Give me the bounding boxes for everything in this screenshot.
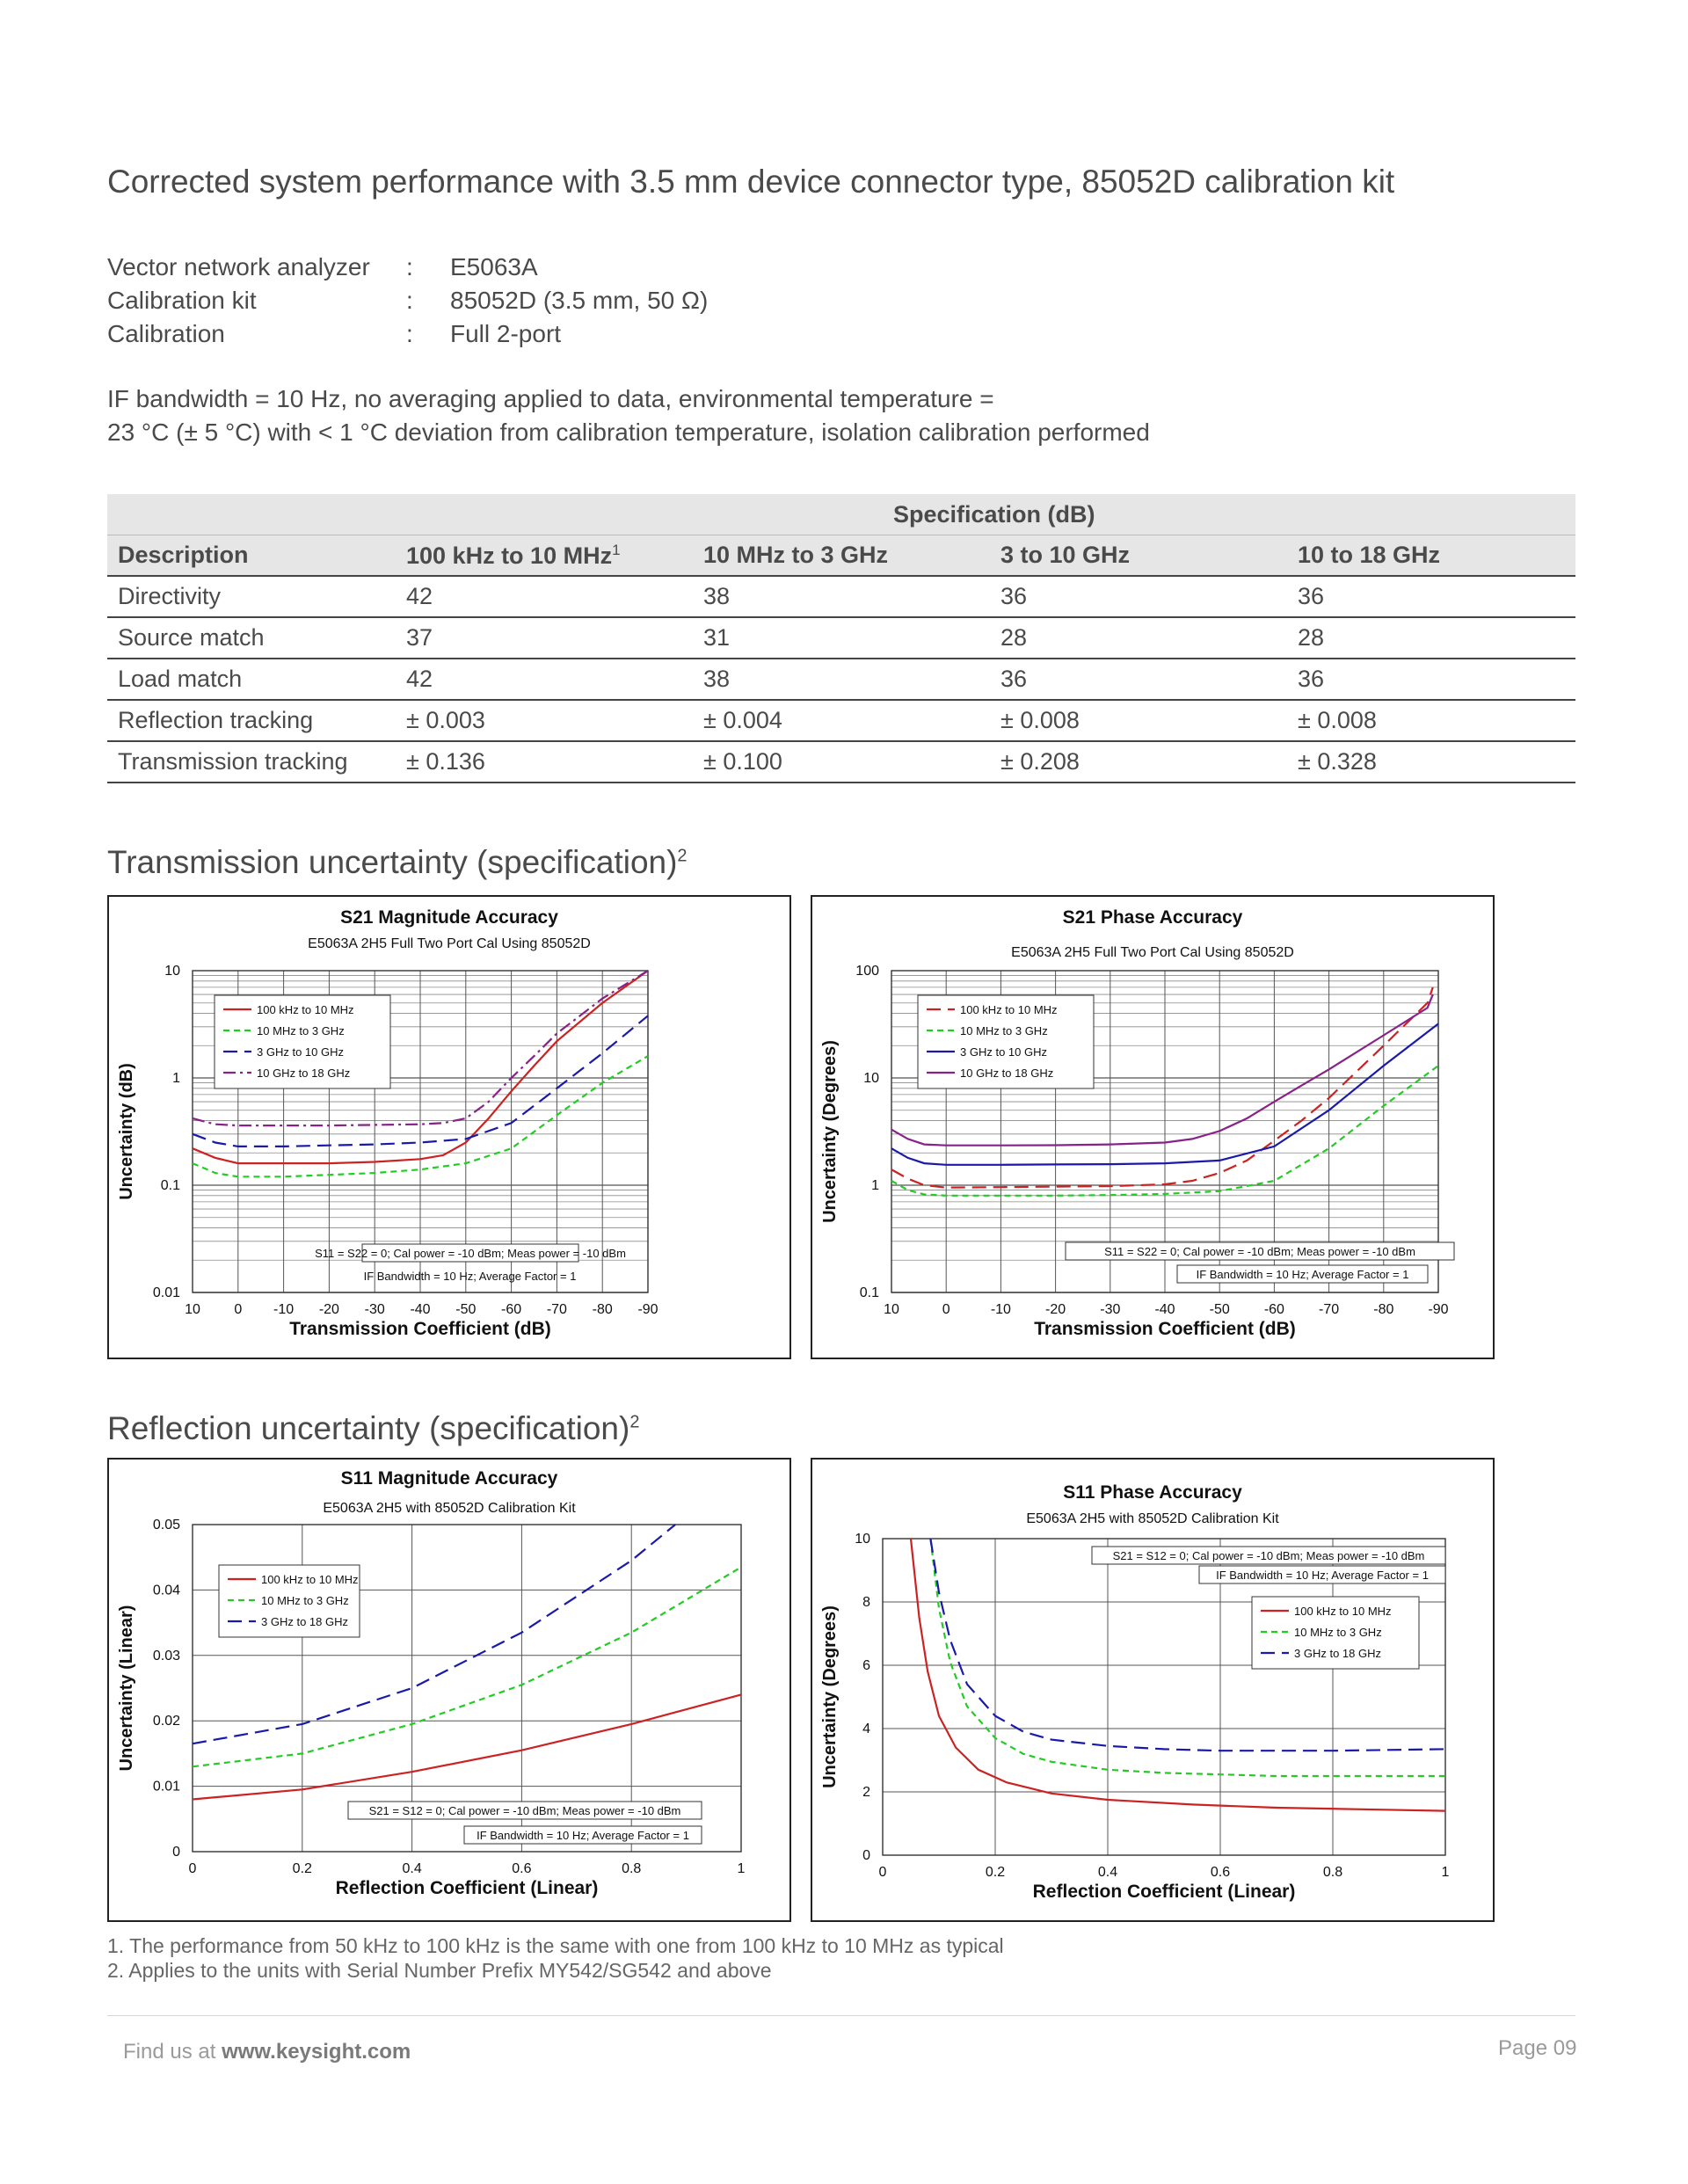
x-axis-label: Transmission Coefficient (dB) xyxy=(1034,1319,1296,1339)
x-tick-label: 1 xyxy=(1441,1865,1450,1880)
page-title: Corrected system performance with 3.5 mm device connector type, 85052D calibration kit xyxy=(107,164,1395,200)
table-cell: 28 xyxy=(990,617,1287,659)
x-tick-label: 0.6 xyxy=(512,1861,532,1876)
setup-value-calibration: Full 2-port xyxy=(450,320,562,347)
table-cell: Directivity xyxy=(107,576,396,617)
setup-label-calkit: Calibration kit xyxy=(107,287,257,314)
chart-legend xyxy=(918,995,1094,1088)
chart-legend xyxy=(215,995,390,1088)
table-cell: Load match xyxy=(107,659,396,700)
table-row xyxy=(107,741,1575,783)
setup-value-analyzer: E5063A xyxy=(450,253,538,280)
x-tick-label: -50 xyxy=(1209,1302,1230,1317)
legend-entry: 100 kHz to 10 MHz xyxy=(257,1003,354,1016)
chart-s11-phase-plot xyxy=(812,1460,1493,1920)
chart-subtitle: E5063A 2H5 with 85052D Calibration Kit xyxy=(323,1501,576,1516)
x-tick-label: 0.2 xyxy=(985,1865,1006,1880)
x-tick-label: -40 xyxy=(410,1302,431,1317)
setup-value-calkit: 85052D (3.5 mm, 50 Ω) xyxy=(450,287,709,314)
table-cell: 36 xyxy=(990,576,1287,617)
spec-table xyxy=(107,494,1575,783)
x-tick-label: 0.4 xyxy=(1097,1865,1118,1880)
chart-s11-magnitude xyxy=(107,1458,791,1922)
legend-entry: 3 GHz to 10 GHz xyxy=(257,1045,344,1059)
y-tick-label: 1 xyxy=(172,1071,180,1086)
legend-entry: 100 kHz to 10 MHz xyxy=(261,1573,359,1586)
legend-entry: 3 GHz to 18 GHz xyxy=(1294,1647,1381,1660)
y-tick-label: 0.1 xyxy=(859,1285,879,1300)
chart-s21-magnitude xyxy=(107,895,791,1359)
y-tick-label: 0 xyxy=(172,1845,180,1860)
legend-entry: 10 MHz to 3 GHz xyxy=(1294,1626,1382,1639)
x-tick-label: 0.6 xyxy=(1210,1865,1231,1880)
x-tick-label: -70 xyxy=(1319,1302,1340,1317)
x-tick-label: -60 xyxy=(1263,1302,1284,1317)
x-tick-label: -10 xyxy=(990,1302,1011,1317)
table-row xyxy=(107,659,1575,700)
spec-group-header: Specification (dB) xyxy=(990,494,1287,535)
y-tick-label: 0 xyxy=(862,1848,870,1863)
column-header-100khz xyxy=(396,535,693,577)
y-tick-label: 6 xyxy=(862,1658,870,1673)
plot-border xyxy=(883,1539,1445,1855)
legend-entry: 10 GHz to 18 GHz xyxy=(257,1067,351,1080)
x-axis-label: Reflection Coefficient (Linear) xyxy=(335,1878,599,1898)
table-cell: ± 0.008 xyxy=(1287,700,1575,741)
x-tick-label: 0.8 xyxy=(1322,1865,1343,1880)
y-tick-label: 0.02 xyxy=(152,1714,180,1729)
footnote-1: 1. The performance from 50 kHz to 100 kHz is the same with one from 100 kHz to 10 MHz as typical xyxy=(107,1934,1004,1957)
column-header-10mhz: 10 MHz to 3 GHz xyxy=(693,535,990,577)
legend-entry: 3 GHz to 18 GHz xyxy=(261,1615,348,1628)
x-tick-label: 0.8 xyxy=(622,1861,642,1876)
x-tick-label: -60 xyxy=(501,1302,522,1317)
table-row xyxy=(107,700,1575,741)
chart-subtitle: E5063A 2H5 Full Two Port Cal Using 85052D xyxy=(1011,945,1294,960)
footer-find-us xyxy=(123,2040,411,2064)
x-tick-label: 10 xyxy=(884,1302,899,1317)
y-tick-label: 2 xyxy=(862,1785,870,1800)
table-cell: 38 xyxy=(693,576,990,617)
table-cell: ± 0.208 xyxy=(990,741,1287,783)
x-tick-label: -70 xyxy=(546,1302,567,1317)
x-tick-label: 0 xyxy=(188,1861,197,1876)
x-tick-label: -90 xyxy=(637,1302,658,1317)
footer-url-link[interactable]: www.keysight.com xyxy=(222,2040,411,2064)
x-axis-label: Transmission Coefficient (dB) xyxy=(289,1319,551,1339)
table-cell: ± 0.100 xyxy=(693,741,990,783)
footer-find-prefix: Find us at xyxy=(123,2040,222,2064)
y-tick-label: 10 xyxy=(863,1071,879,1086)
y-tick-label: 0.05 xyxy=(152,1518,180,1532)
chart-s11-phase xyxy=(811,1458,1495,1922)
x-tick-label: -30 xyxy=(364,1302,385,1317)
x-tick-label: 0 xyxy=(878,1865,887,1880)
chart-note: IF Bandwidth = 10 Hz; Average Factor = 1 xyxy=(477,1829,689,1842)
chart-title: S11 Magnitude Accuracy xyxy=(340,1468,558,1489)
chart-title: S21 Magnitude Accuracy xyxy=(340,907,558,928)
chart-title: S11 Phase Accuracy xyxy=(1063,1482,1242,1503)
table-row xyxy=(107,576,1575,617)
table-cell: Source match xyxy=(107,617,396,659)
setup-sep: : xyxy=(406,320,413,347)
table-cell: 36 xyxy=(990,659,1287,700)
y-tick-label: 0.04 xyxy=(152,1583,180,1598)
footnote-2: 2. Applies to the units with Serial Number Prefix MY542/SG542 and above xyxy=(107,1959,772,1982)
column-header-label: 100 kHz to 10 MHz xyxy=(406,542,613,569)
table-cell: ± 0.003 xyxy=(396,700,693,741)
x-tick-label: -20 xyxy=(1045,1302,1066,1317)
spec-column-header-row xyxy=(107,535,1575,577)
x-tick-label: -40 xyxy=(1154,1302,1175,1317)
table-cell: 38 xyxy=(693,659,990,700)
table-cell: Reflection tracking xyxy=(107,700,396,741)
series-line xyxy=(193,1694,741,1799)
x-axis-label: Reflection Coefficient (Linear) xyxy=(1032,1882,1296,1902)
table-cell: ± 0.004 xyxy=(693,700,990,741)
chart-subtitle: E5063A 2H5 Full Two Port Cal Using 85052D xyxy=(308,936,591,951)
x-tick-label: 0.4 xyxy=(402,1861,422,1876)
y-tick-label: 100 xyxy=(855,964,879,979)
section-heading-reflection xyxy=(107,1410,639,1447)
legend-entry: 10 GHz to 18 GHz xyxy=(960,1067,1054,1080)
y-tick-label: 8 xyxy=(862,1595,870,1610)
spec-group-blank xyxy=(107,494,396,535)
spec-group-blank xyxy=(1287,494,1575,535)
section-heading-transmission xyxy=(107,844,688,881)
chart-note: IF Bandwidth = 10 Hz; Average Factor = 1 xyxy=(1216,1569,1429,1582)
chart-note: S21 = S12 = 0; Cal power = -10 dBm; Meas power = -10 dBm xyxy=(1112,1549,1425,1562)
y-tick-label: 0.01 xyxy=(152,1779,180,1795)
chart-subtitle: E5063A 2H5 with 85052D Calibration Kit xyxy=(1026,1511,1279,1526)
column-header-10ghz: 10 to 18 GHz xyxy=(1287,535,1575,577)
table-cell: ± 0.136 xyxy=(396,741,693,783)
legend-entry: 10 MHz to 3 GHz xyxy=(261,1594,349,1607)
table-cell: 36 xyxy=(1287,659,1575,700)
table-cell: 28 xyxy=(1287,617,1575,659)
legend-entry: 10 MHz to 3 GHz xyxy=(960,1024,1048,1037)
table-cell: Transmission tracking xyxy=(107,741,396,783)
table-cell: ± 0.008 xyxy=(990,700,1287,741)
x-tick-label: 0 xyxy=(234,1302,243,1317)
y-tick-label: 10 xyxy=(855,1532,870,1547)
legend-entry: 3 GHz to 10 GHz xyxy=(960,1045,1047,1059)
chart-note: IF Bandwidth = 10 Hz; Average Factor = 1 xyxy=(363,1270,577,1283)
y-tick-label: 0.1 xyxy=(160,1178,180,1193)
spec-group-blank xyxy=(396,494,693,535)
footer-divider xyxy=(107,2015,1575,2016)
y-tick-label: 1 xyxy=(871,1178,879,1193)
x-tick-label: 1 xyxy=(737,1861,746,1876)
setup-label-analyzer: Vector network analyzer xyxy=(107,253,370,280)
chart-note: S11 = S22 = 0; Cal power = -10 dBm; Meas power = -10 dBm xyxy=(1104,1245,1415,1258)
y-axis-label: Uncertainty (Degrees) xyxy=(820,1605,840,1788)
x-tick-label: -30 xyxy=(1100,1302,1121,1317)
x-tick-label: -80 xyxy=(592,1302,613,1317)
x-tick-label: 0.2 xyxy=(292,1861,312,1876)
legend-entry: 100 kHz to 10 MHz xyxy=(960,1003,1058,1016)
legend-entry: 100 kHz to 10 MHz xyxy=(1294,1605,1392,1618)
section-heading-text: Transmission uncertainty (specification) xyxy=(107,844,678,880)
conditions-line-1: IF bandwidth = 10 Hz, no averaging applied to data, environmental temperature = xyxy=(107,385,994,412)
x-tick-label: 10 xyxy=(185,1302,200,1317)
footnote-ref: 2 xyxy=(629,1412,640,1432)
x-tick-label: -10 xyxy=(273,1302,295,1317)
chart-note: IF Bandwidth = 10 Hz; Average Factor = 1 xyxy=(1196,1268,1409,1281)
table-row xyxy=(107,617,1575,659)
legend-entry: 10 MHz to 3 GHz xyxy=(257,1024,345,1037)
chart-legend xyxy=(1252,1597,1419,1669)
chart-title: S21 Phase Accuracy xyxy=(1062,907,1243,928)
chart-s21-phase-plot xyxy=(812,897,1493,1358)
chart-note: S21 = S12 = 0; Cal power = -10 dBm; Meas power = -10 dBm xyxy=(368,1804,681,1817)
table-cell: 37 xyxy=(396,617,693,659)
footnote-ref: 1 xyxy=(612,541,621,558)
chart-s11-magnitude-plot xyxy=(109,1460,789,1920)
table-cell: 31 xyxy=(693,617,990,659)
page-number: Page 09 xyxy=(1498,2036,1577,2060)
conditions-line-2: 23 °C (± 5 °C) with < 1 °C deviation from calibration temperature, isolation calibration performed xyxy=(107,419,1150,446)
x-tick-label: -80 xyxy=(1373,1302,1394,1317)
chart-legend xyxy=(219,1565,360,1637)
x-tick-label: -20 xyxy=(318,1302,339,1317)
table-cell: 42 xyxy=(396,576,693,617)
x-tick-label: 0 xyxy=(942,1302,950,1317)
footnote-ref: 2 xyxy=(677,846,688,866)
y-axis-label: Uncertainty (Degrees) xyxy=(820,1040,840,1223)
table-cell: 36 xyxy=(1287,576,1575,617)
spec-group-header-row xyxy=(107,494,1575,535)
setup-sep: : xyxy=(406,287,413,314)
x-tick-label: -50 xyxy=(455,1302,477,1317)
chart-grid xyxy=(883,1539,1445,1855)
chart-s21-phase xyxy=(811,895,1495,1359)
y-tick-label: 0.03 xyxy=(152,1648,180,1663)
table-cell: ± 0.328 xyxy=(1287,741,1575,783)
section-heading-text: Reflection uncertainty (specification) xyxy=(107,1410,630,1446)
chart-note: S11 = S22 = 0; Cal power = -10 dBm; Meas power = -10 dBm xyxy=(315,1247,626,1260)
y-axis-label: Uncertainty (Linear) xyxy=(117,1605,136,1772)
y-tick-label: 4 xyxy=(862,1722,870,1736)
setup-label-calibration: Calibration xyxy=(107,320,225,347)
chart-s21-magnitude-plot xyxy=(109,897,789,1358)
table-cell: 42 xyxy=(396,659,693,700)
x-tick-label: -90 xyxy=(1428,1302,1449,1317)
column-header-3ghz: 3 to 10 GHz xyxy=(990,535,1287,577)
y-tick-label: 0.01 xyxy=(152,1285,180,1300)
setup-sep: : xyxy=(406,253,413,280)
y-axis-label: Uncertainty (dB) xyxy=(117,1063,136,1200)
y-tick-label: 10 xyxy=(164,964,180,979)
column-header-description: Description xyxy=(107,535,396,577)
